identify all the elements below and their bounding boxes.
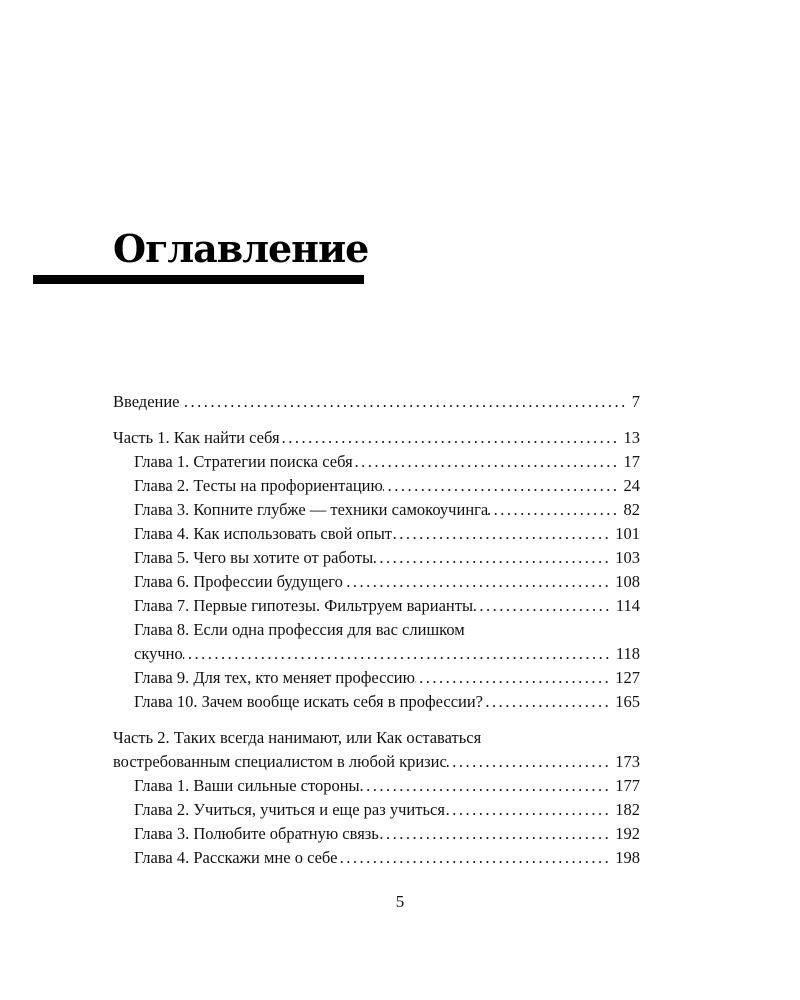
dot-leader — [483, 690, 615, 714]
toc-entry-label: Глава 3. Копните глубже — техники самокоучинга — [134, 500, 489, 519]
toc-entry-page: 182 — [615, 800, 640, 819]
toc-entry-page: 177 — [615, 776, 640, 795]
dot-leader — [337, 846, 615, 870]
toc-entry-page: 165 — [615, 692, 640, 711]
table-of-contents — [113, 390, 640, 870]
toc-entry-part-2-line2[interactable] — [113, 750, 640, 774]
toc-entry-chapter[interactable] — [113, 522, 640, 546]
toc-entry-chapter[interactable] — [113, 822, 640, 846]
toc-entry-page: 108 — [615, 572, 640, 591]
toc-entry-label: Глава 6. Профессии будущего — [134, 572, 343, 591]
toc-entry-label: Глава 4. Как использовать свой опыт — [134, 524, 392, 543]
dot-leader — [473, 594, 616, 618]
toc-entry-chapter[interactable] — [113, 774, 640, 798]
dot-leader — [379, 822, 615, 846]
toc-entry-page: 127 — [615, 668, 640, 687]
toc-entry-label: скучно — [134, 644, 183, 663]
toc-entry-chapter[interactable] — [113, 498, 640, 522]
page-number: 5 — [395, 892, 405, 911]
toc-entry-chapter[interactable] — [113, 846, 640, 870]
dot-leader — [445, 798, 615, 822]
dot-leader — [343, 570, 615, 594]
dot-leader — [280, 426, 624, 450]
dot-leader — [488, 498, 623, 522]
toc-entry-page: 173 — [615, 752, 640, 771]
toc-entry-label: Глава 9. Для тех, кто меняет профессию — [134, 668, 415, 687]
toc-entry-label: Глава 1. Стратегии поиска себя — [134, 452, 353, 471]
toc-entry-part-2-line1[interactable] — [113, 726, 640, 750]
toc-entry-page: 82 — [623, 500, 640, 519]
toc-entry-chapter-line2[interactable] — [113, 642, 640, 666]
toc-entry-label: Часть 2. Таких всегда нанимают, или Как оставаться — [113, 728, 482, 747]
toc-entry-chapter[interactable] — [113, 690, 640, 714]
toc-entry-label: Глава 2. Учиться, учиться и еще раз учиться — [134, 800, 445, 819]
toc-entry-page: 101 — [615, 524, 640, 543]
page-title: Оглавление — [113, 226, 369, 271]
dot-leader — [353, 450, 624, 474]
toc-entry-label: Глава 10. Зачем вообще искать себя в профессии? — [134, 692, 483, 711]
dot-leader — [447, 750, 615, 774]
toc-entry-chapter[interactable] — [113, 570, 640, 594]
dot-leader — [180, 390, 632, 414]
toc-entry-label: Глава 7. Первые гипотезы. Фильтруем варианты — [134, 596, 474, 615]
dot-leader — [360, 774, 616, 798]
toc-entry-chapter[interactable] — [113, 594, 640, 618]
toc-entry-chapter[interactable] — [113, 546, 640, 570]
dot-leader — [183, 642, 616, 666]
toc-entry-label: востребованным специалистом в любой кризис — [113, 752, 447, 771]
toc-entry-page: 114 — [615, 596, 640, 615]
toc-entry-page: 118 — [615, 644, 640, 663]
dot-leader — [415, 666, 615, 690]
toc-entry-label: Глава 1. Ваши сильные стороны — [134, 776, 360, 795]
toc-entry-label: Часть 1. Как найти себя — [113, 428, 280, 447]
toc-entry-page: 198 — [615, 848, 640, 867]
toc-entry-chapter[interactable] — [113, 450, 640, 474]
toc-entry-label: Введение — [113, 392, 180, 411]
toc-entry-page: 13 — [623, 428, 640, 447]
dot-leader — [392, 522, 615, 546]
dot-leader — [383, 474, 624, 498]
toc-entry-label: Глава 3. Полюбите обратную связь — [134, 824, 379, 843]
toc-entry-chapter-line1[interactable] — [113, 618, 640, 642]
toc-entry-page: 192 — [615, 824, 640, 843]
toc-entry-page: 103 — [615, 548, 640, 567]
toc-entry-page: 7 — [631, 392, 640, 411]
toc-entry-page: 24 — [623, 476, 640, 495]
toc-entry-page: 17 — [623, 452, 640, 471]
toc-entry-label: Глава 2. Тесты на профориентацию — [134, 476, 383, 495]
dot-leader — [373, 546, 615, 570]
toc-entry-label: Глава 5. Чего вы хотите от работы — [134, 548, 374, 567]
toc-entry-chapter[interactable] — [113, 798, 640, 822]
toc-entry-part-1[interactable] — [113, 426, 640, 450]
toc-entry-label: Глава 8. Если одна профессия для вас слишком — [134, 620, 465, 639]
toc-entry-intro[interactable] — [113, 390, 640, 414]
toc-entry-label: Глава 4. Расскажи мне о себе — [134, 848, 338, 867]
title-underline-rule — [33, 275, 364, 284]
toc-entry-chapter[interactable] — [113, 666, 640, 690]
toc-entry-chapter[interactable] — [113, 474, 640, 498]
